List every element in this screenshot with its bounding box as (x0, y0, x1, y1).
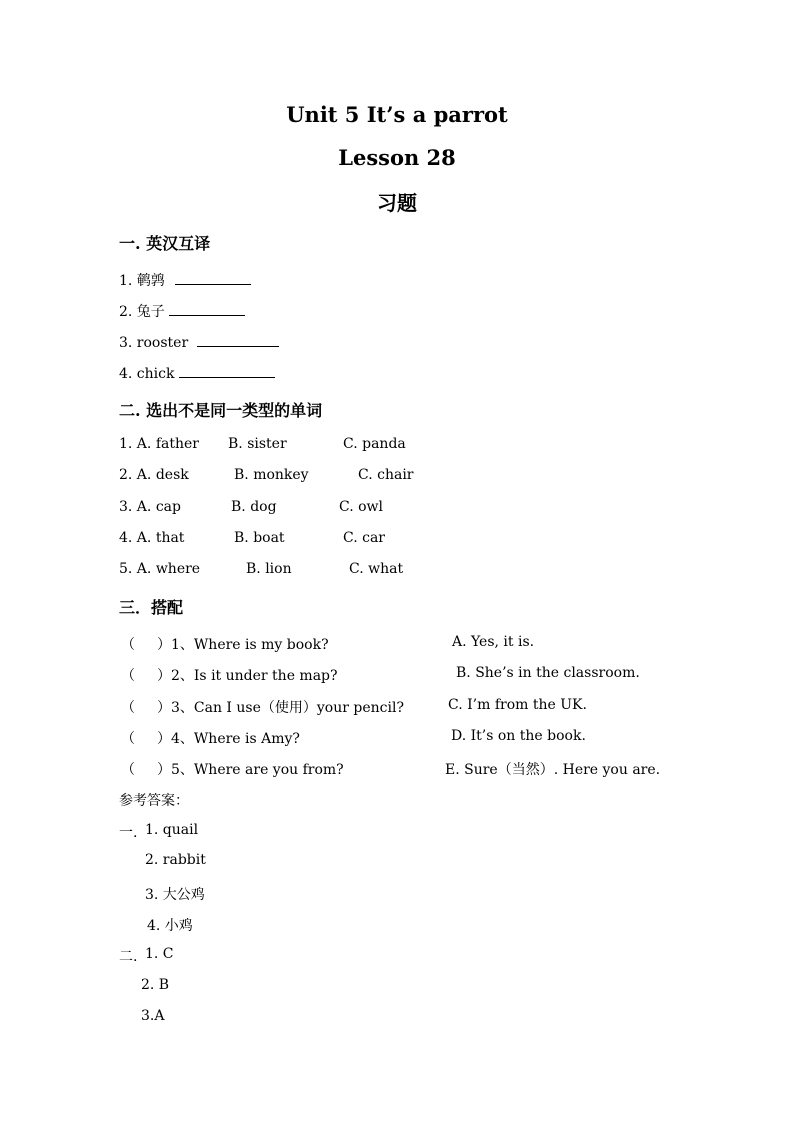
answer-item: 1. quail (145, 822, 199, 838)
paren-open: （ (121, 762, 135, 778)
answer-item: 1. C (145, 946, 174, 962)
choice-c: C. what (349, 561, 404, 577)
section1-item (119, 270, 251, 290)
answers-part1-prefix: 一. (119, 825, 138, 841)
page-title: Unit 5 It’s a parrot (286, 102, 508, 127)
choice-c: C. panda (343, 436, 406, 452)
choice-a: 3. A. cap (119, 499, 181, 515)
match-question: ）1、Where is my book? (157, 637, 329, 653)
match-question: ）4、Where is Amy? (157, 731, 300, 747)
answer-blank[interactable] (197, 332, 279, 347)
section2-heading: 二. 选出不是同一类型的单词 (119, 401, 323, 420)
answers-heading: 参考答案： (119, 793, 189, 809)
choice-b: B. monkey (234, 467, 309, 483)
paren-open: （ (121, 700, 135, 716)
item-text: 3. rooster (119, 335, 189, 351)
paren-open: （ (121, 731, 135, 747)
answer-blank[interactable] (169, 301, 245, 316)
match-answer: D. It’s on the book. (451, 728, 586, 744)
section1-heading: 一. 英汉互译 (119, 234, 211, 253)
choice-c: C. chair (358, 467, 414, 483)
choice-a: 1. A. father (119, 436, 199, 452)
match-question: ）2、Is it under the map? (157, 668, 338, 684)
match-question: ）3、Can I use（使用）your pencil? (157, 700, 404, 716)
answer-item: 3. 大公鸡 (145, 887, 205, 903)
paren-open: （ (121, 637, 135, 653)
item-text: 1. 鹌鹑 (119, 273, 165, 289)
choice-b: B. sister (228, 436, 287, 452)
answer-blank[interactable] (175, 270, 251, 285)
choice-c: C. owl (339, 499, 384, 515)
section1-item (119, 363, 275, 382)
choice-b: B. dog (231, 499, 277, 515)
choice-a: 2. A. desk (119, 467, 189, 483)
choice-c: C. car (343, 530, 385, 546)
choice-a: 5. A. where (119, 561, 201, 577)
answer-blank[interactable] (179, 363, 275, 378)
answer-item: 2. B (141, 977, 170, 993)
item-text: 4. chick (119, 366, 175, 382)
paren-open: （ (121, 668, 135, 684)
exercise-title: 习题 (377, 191, 417, 215)
match-question: ）5、Where are you from? (157, 762, 344, 778)
match-answer: B. She’s in the classroom. (456, 665, 640, 681)
choice-b: B. boat (234, 530, 285, 546)
item-text: 2. 兔子 (119, 304, 165, 320)
answer-item: 2. rabbit (145, 852, 206, 868)
match-answer: A. Yes, it is. (452, 634, 535, 650)
section1-item (119, 301, 245, 321)
match-answer: C. I’m from the UK. (448, 697, 587, 713)
lesson-title: Lesson 28 (338, 145, 456, 170)
answer-item: 3.A (141, 1008, 165, 1024)
section3-heading: 三．搭配 (119, 598, 184, 617)
match-answer: E. Sure（当然）. Here you are. (445, 762, 661, 778)
choice-a: 4. A. that (119, 530, 185, 546)
answers-part2-prefix: 二. (119, 949, 138, 965)
choice-b: B. lion (246, 561, 292, 577)
section1-item (119, 332, 279, 351)
answer-item: 4. 小鸡 (147, 918, 193, 934)
